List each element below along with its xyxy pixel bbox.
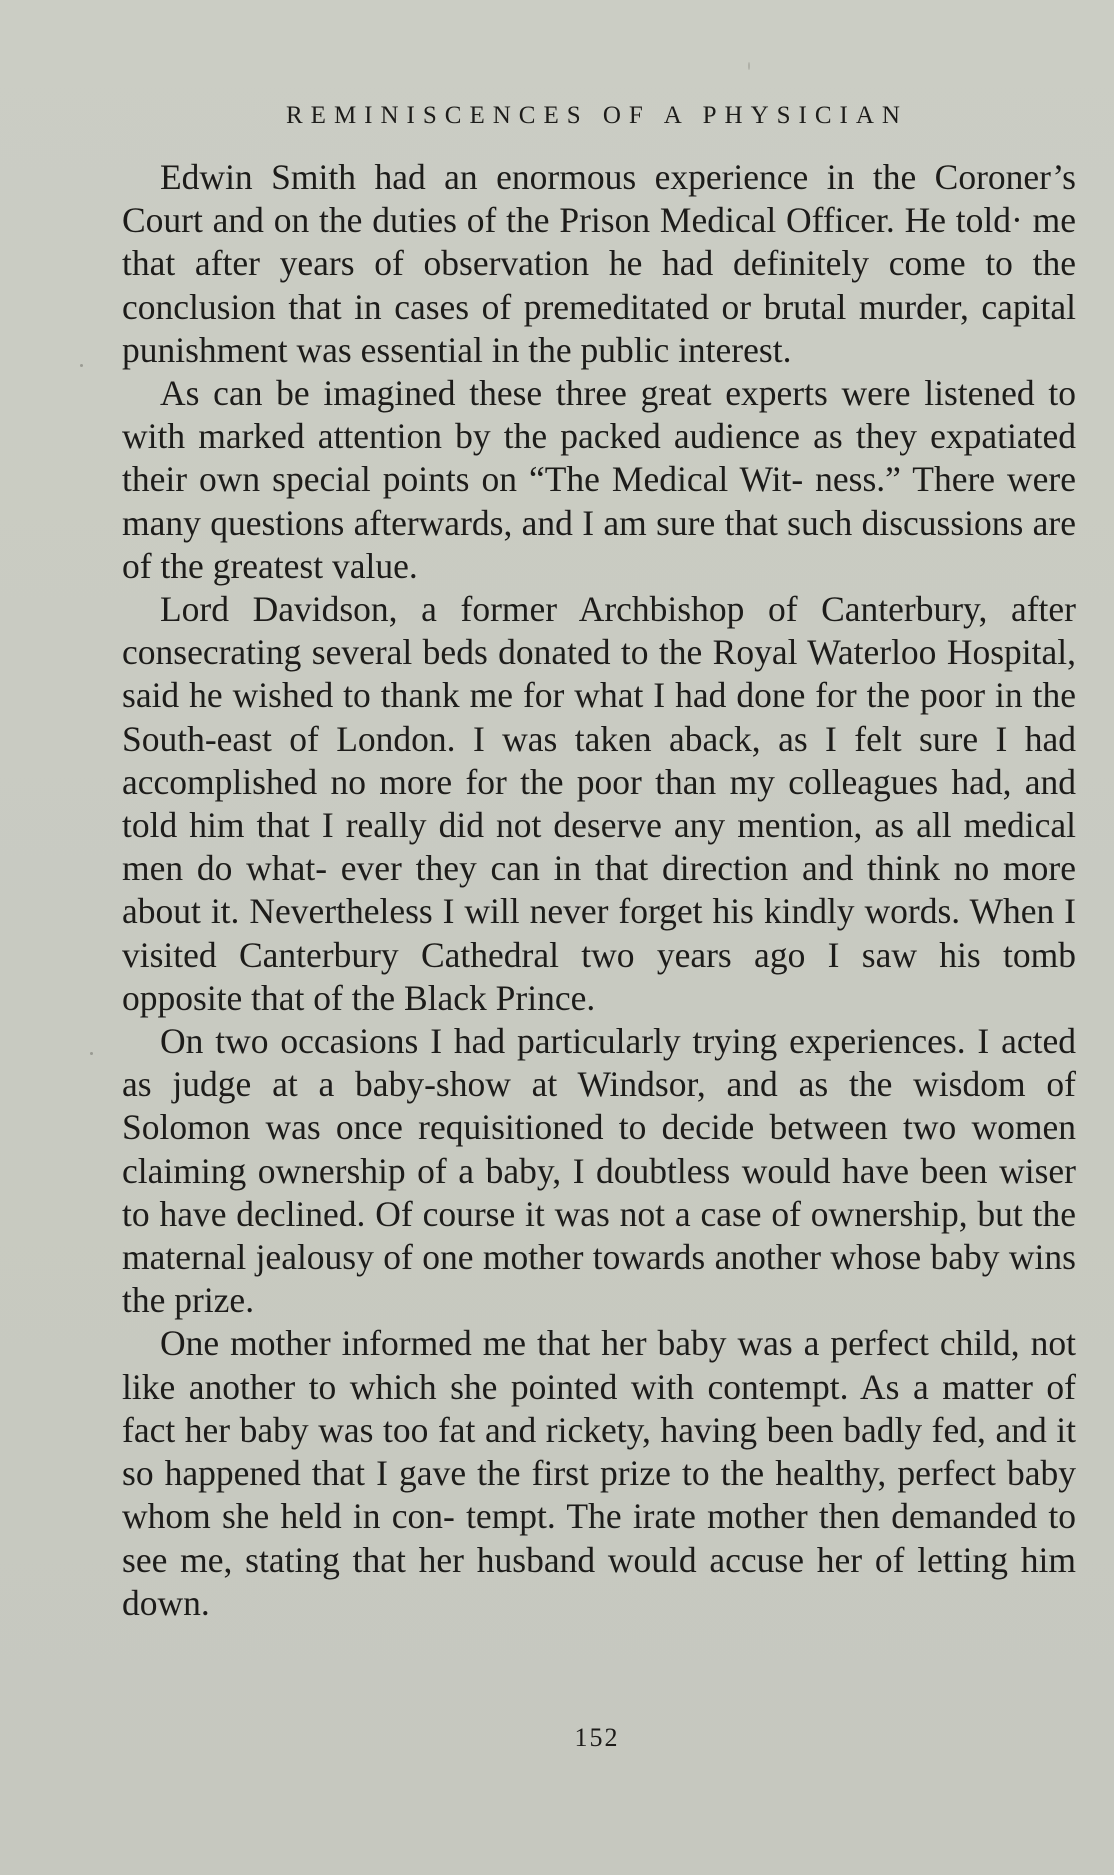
paragraph: As can be imagined these three great experts were listened to with marked attention by the packed audience as they expatiated their own special points on “The Medical Wit‐ ness.” There were many questions afterwards, and I am sure that such discussions are of the greatest value. <box>122 373 1076 586</box>
page-number: 152 <box>574 1723 620 1752</box>
paragraph: On two occasions I had particularly trying experiences. I acted as judge at a baby‐show at Windsor, and as the wisdom of Solomon was once requisitioned to decide between two women claiming ownership of a baby, I doubtless would have been wiser to have declined. Of course it was not a case of ownership, but the maternal jealousy of one mother towards another whose baby wins the prize. <box>122 1021 1076 1321</box>
paper-speck <box>90 1052 93 1055</box>
paper-speck <box>748 62 750 70</box>
paragraph: One mother informed me that her baby was a perfect child, not like another to which she pointed with contempt. As a matter of fact her baby was too fat and rickety, having been badly fed, and it so happened that I gave the first prize to the healthy, perfect baby whom she held in con‐ tempt. The irate mother then demanded to see me, stating that her husband would accuse her of letting him down. <box>122 1323 1076 1623</box>
running-head: REMINISCENCES OF A PHYSICIAN <box>286 102 908 129</box>
paper-speck <box>80 364 83 367</box>
paragraph: Edwin Smith had an enormous experience in the Coroner’s Court and on the duties of the Prison Medical Officer. He told· me that after years of observation he had definitely come to the conclusion that in cases of premeditated or brutal murder, capital punishment was essential in the public interest. <box>122 157 1076 370</box>
body-text <box>122 156 1076 1625</box>
paragraph: Lord Davidson, a former Archbishop of Canterbury, after consecrating several beds donated to the Royal Waterloo Hospital, said he wished to thank me for what I had done for the poor in the South‐east of London. I was taken aback, as I felt sure I had accomplished no more for the poor than my colleagues had, and told him that I really did not deserve any mention, as all medical men do what‐ ever they can in that direction and think no more about it. Nevertheless I will never forget his kindly words. When I visited Canterbury Cathedral two years ago I saw his tomb opposite that of the Black Prince. <box>122 589 1076 1018</box>
